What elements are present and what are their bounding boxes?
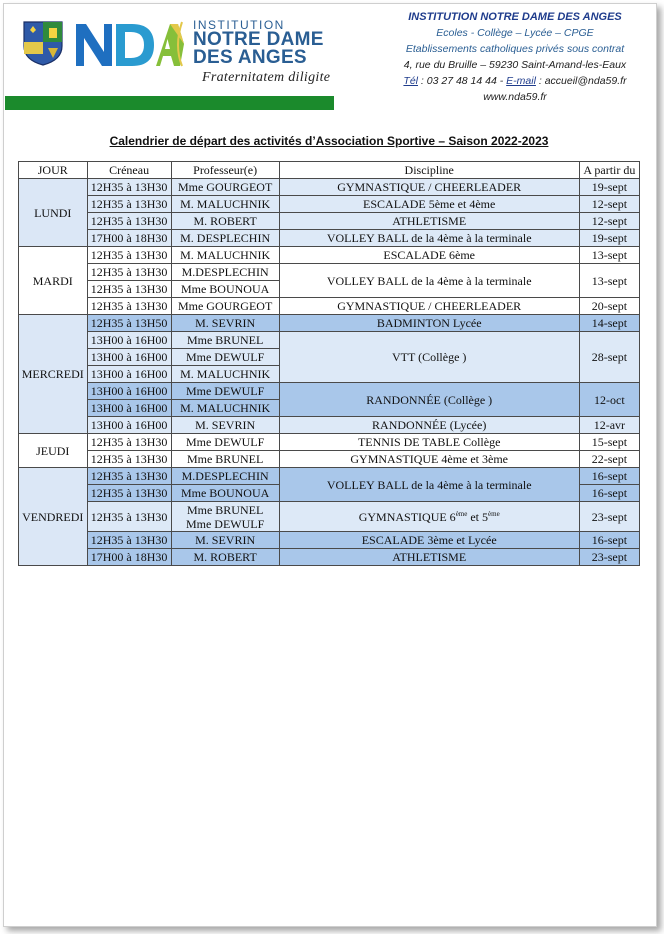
motto: Fraternitatem diligite xyxy=(202,70,331,85)
day-cell: MERCREDI xyxy=(19,315,88,434)
table-row xyxy=(19,247,640,264)
creneau-cell: 12H35 à 13H30 xyxy=(87,485,171,502)
creneau-cell: 12H35 à 13H30 xyxy=(87,451,171,468)
day-cell: VENDREDI xyxy=(19,468,88,566)
discipline-cell: VOLLEY BALL de la 4ème à la terminale xyxy=(279,264,579,298)
table-row xyxy=(19,230,640,247)
table-row xyxy=(19,298,640,315)
creneau-cell: 12H35 à 13H30 xyxy=(87,502,171,532)
prof-cell: Mme BRUNEL xyxy=(171,332,279,349)
prof-cell: M. SEVRIN xyxy=(171,532,279,549)
creneau-cell: 13H00 à 16H00 xyxy=(87,417,171,434)
green-divider-bar xyxy=(5,96,334,110)
discipline-cell xyxy=(279,502,579,532)
creneau-cell: 12H35 à 13H30 xyxy=(87,264,171,281)
creneau-cell: 12H35 à 13H30 xyxy=(87,213,171,230)
date-cell: 13-sept xyxy=(579,247,639,264)
discipline-part: et 5 xyxy=(467,509,489,524)
discipline-part: GYMNASTIQUE 6 xyxy=(358,509,456,524)
date-cell: 12-sept xyxy=(579,196,639,213)
superscript: ème xyxy=(488,509,500,518)
date-cell: 16-sept xyxy=(579,468,639,485)
prof-cell: Mme BOUNOUA xyxy=(171,281,279,298)
date-cell: 15-sept xyxy=(579,434,639,451)
creneau-cell: 12H35 à 13H50 xyxy=(87,315,171,332)
date-cell: 23-sept xyxy=(579,502,639,532)
creneau-cell: 12H35 à 13H30 xyxy=(87,434,171,451)
table-row xyxy=(19,502,640,532)
creneau-cell: 12H35 à 13H30 xyxy=(87,532,171,549)
creneau-cell: 12H35 à 13H30 xyxy=(87,468,171,485)
prof-cell: Mme DEWULF xyxy=(171,349,279,366)
email-address[interactable]: : accueil@nda59.fr xyxy=(535,75,627,87)
table-header-row xyxy=(19,162,640,179)
prof-name: Mme BRUNEL xyxy=(186,502,264,517)
prof-cell: M.DESPLECHIN xyxy=(171,468,279,485)
date-cell: 28-sept xyxy=(579,332,639,383)
superscript: ème xyxy=(455,509,468,518)
prof-cell: M. SEVRIN xyxy=(171,315,279,332)
table-row xyxy=(19,179,640,196)
prof-cell-double xyxy=(171,502,279,532)
prof-cell: Mme DEWULF xyxy=(171,434,279,451)
day-cell: LUNDI xyxy=(19,179,88,247)
day-cell: MARDI xyxy=(19,247,88,315)
creneau-cell: 12H35 à 13H30 xyxy=(87,298,171,315)
creneau-cell: 13H00 à 16H00 xyxy=(87,332,171,349)
table-row xyxy=(19,196,640,213)
creneau-cell: 13H00 à 16H00 xyxy=(87,366,171,383)
discipline-cell: VTT (Collège ) xyxy=(279,332,579,383)
prof-cell: M. MALUCHNIK xyxy=(171,366,279,383)
prof-cell: M. ROBERT xyxy=(171,213,279,230)
table-row xyxy=(19,383,640,400)
creneau-cell: 13H00 à 16H00 xyxy=(87,400,171,417)
discipline-cell: GYMNASTIQUE / CHEERLEADER xyxy=(279,179,579,196)
prof-cell: M. SEVRIN xyxy=(171,417,279,434)
email-label[interactable]: E-mail xyxy=(506,75,536,87)
discipline-cell: VOLLEY BALL de la 4ème à la terminale xyxy=(279,230,579,247)
logo-line2: DES ANGES xyxy=(193,47,307,68)
table-row xyxy=(19,213,640,230)
discipline-cell: ESCALADE 3ème et Lycée xyxy=(279,532,579,549)
discipline-cell: GYMNASTIQUE 4ème et 3ème xyxy=(279,451,579,468)
discipline-cell: TENNIS DE TABLE Collège xyxy=(279,434,579,451)
header-date: A partir du xyxy=(579,162,639,179)
creneau-cell: 13H00 à 16H00 xyxy=(87,383,171,400)
date-cell: 22-sept xyxy=(579,451,639,468)
prof-cell: M.DESPLECHIN xyxy=(171,264,279,281)
prof-cell: Mme BOUNOUA xyxy=(171,485,279,502)
creneau-cell: 13H00 à 16H00 xyxy=(87,349,171,366)
discipline-cell: GYMNASTIQUE / CHEERLEADER xyxy=(279,298,579,315)
discipline-cell: RANDONNÉE (Collège ) xyxy=(279,383,579,417)
contact-address: 4, rue du Bruille – 59230 Saint-Amand-les-Eaux xyxy=(403,59,627,71)
creneau-cell: 12H35 à 13H30 xyxy=(87,281,171,298)
date-cell: 20-sept xyxy=(579,298,639,315)
creneau-cell: 12H35 à 13H30 xyxy=(87,196,171,213)
contact-name: INSTITUTION NOTRE DAME DES ANGES xyxy=(408,11,622,23)
discipline-cell: ESCALADE 6ème xyxy=(279,247,579,264)
tel-number: : 03 27 48 14 44 - xyxy=(418,75,507,87)
header-creneau: Créneau xyxy=(87,162,171,179)
date-cell: 12-sept xyxy=(579,213,639,230)
prof-cell: M. DESPLECHIN xyxy=(171,230,279,247)
table-row xyxy=(19,468,640,485)
table-row xyxy=(19,434,640,451)
prof-cell: Mme BRUNEL xyxy=(171,451,279,468)
discipline-cell: RANDONNÉE (Lycée) xyxy=(279,417,579,434)
contact-phone-email xyxy=(395,73,635,89)
discipline-cell: ATHLETISME xyxy=(279,549,579,566)
creneau-cell: 17H00 à 18H30 xyxy=(87,549,171,566)
creneau-cell: 12H35 à 13H30 xyxy=(87,247,171,264)
day-cell: JEUDI xyxy=(19,434,88,468)
date-cell: 14-sept xyxy=(579,315,639,332)
tel-label: Tél xyxy=(403,75,419,87)
header-professeur: Professeur(e) xyxy=(171,162,279,179)
creneau-cell: 17H00 à 18H30 xyxy=(87,230,171,247)
creneau-cell: 12H35 à 13H30 xyxy=(87,179,171,196)
discipline-cell: BADMINTON Lycée xyxy=(279,315,579,332)
date-cell: 16-sept xyxy=(579,532,639,549)
table-row xyxy=(19,451,640,468)
document-title: Calendrier de départ des activités d’Association Sportive – Saison 2022-2023 xyxy=(109,134,549,148)
prof-cell: M. ROBERT xyxy=(171,549,279,566)
prof-cell: Mme GOURGEOT xyxy=(171,179,279,196)
schedule-table xyxy=(18,161,640,566)
header-jour: JOUR xyxy=(19,162,88,179)
discipline-cell: ATHLETISME xyxy=(279,213,579,230)
date-cell: 23-sept xyxy=(579,549,639,566)
website-link[interactable]: www.nda59.fr xyxy=(483,91,547,103)
logo-line1: NOTRE DAME xyxy=(193,29,324,50)
table-row xyxy=(19,417,640,434)
table-row xyxy=(19,315,640,332)
contact-levels: Ecoles - Collège – Lycée – CPGE xyxy=(436,27,594,39)
institution-logo-text xyxy=(193,19,324,67)
date-cell: 19-sept xyxy=(579,230,639,247)
logo-institution: INSTITUTION xyxy=(193,18,285,32)
prof-cell: Mme DEWULF xyxy=(171,383,279,400)
header-discipline: Discipline xyxy=(279,162,579,179)
date-cell: 13-sept xyxy=(579,264,639,298)
crest-logo xyxy=(22,20,64,66)
discipline-cell: VOLLEY BALL de la 4ème à la terminale xyxy=(279,468,579,502)
prof-cell: M. MALUCHNIK xyxy=(171,400,279,417)
table-row xyxy=(19,532,640,549)
prof-cell: Mme GOURGEOT xyxy=(171,298,279,315)
table-row xyxy=(19,549,640,566)
date-cell: 12-oct xyxy=(579,383,639,417)
nda-logo-mark xyxy=(74,20,184,68)
prof-cell: M. MALUCHNIK xyxy=(171,247,279,264)
table-row xyxy=(19,264,640,281)
contact-block xyxy=(395,9,635,105)
discipline-cell: ESCALADE 5ème et 4ème xyxy=(279,196,579,213)
prof-cell: M. MALUCHNIK xyxy=(171,196,279,213)
date-cell: 12-avr xyxy=(579,417,639,434)
contact-type: Etablissements catholiques privés sous contrat xyxy=(405,43,625,55)
date-cell: 19-sept xyxy=(579,179,639,196)
table-row xyxy=(19,332,640,349)
date-cell: 16-sept xyxy=(579,485,639,502)
prof-name: Mme DEWULF xyxy=(185,516,265,531)
